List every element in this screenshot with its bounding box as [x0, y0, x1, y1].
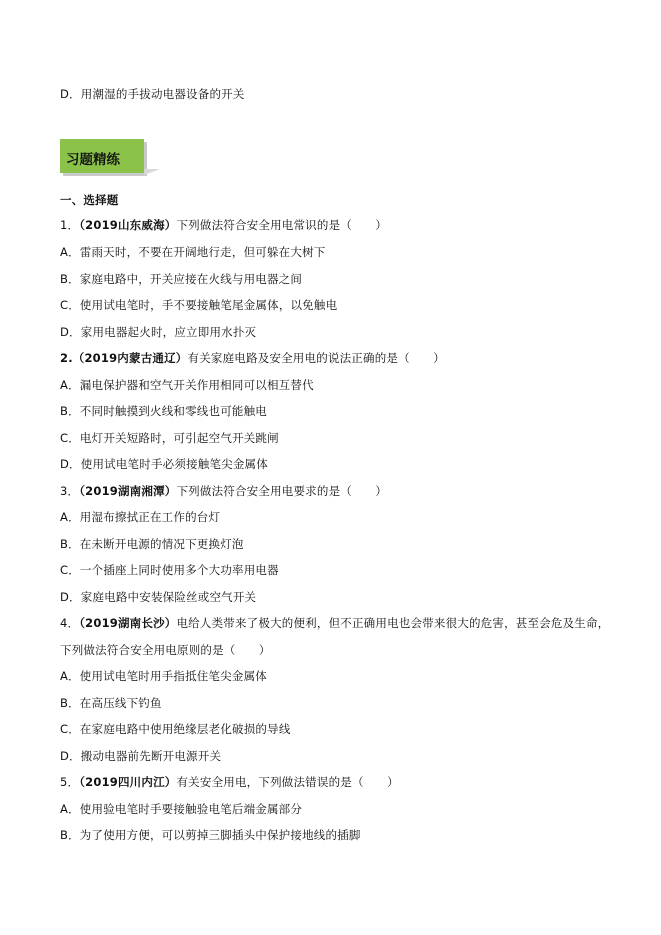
banner-label: 习题精练 — [66, 152, 120, 168]
section-title: 一、选择题 — [60, 193, 119, 207]
question-1 — [60, 218, 387, 232]
q1-option-c: C．使用试电笔时，手不要接触笔尾金属体，以免触电 — [60, 298, 338, 312]
question-number: 3． — [60, 484, 80, 498]
q5-option-b: B．为了使用方便，可以剪掉三脚插头中保护接地线的插脚 — [60, 828, 361, 842]
banner-tail-decoration — [144, 169, 160, 175]
question-3 — [60, 484, 387, 498]
question-source: （2019四川内江） — [79, 775, 177, 789]
prev-option-d: D．用潮湿的手拔动电器设备的开关 — [60, 87, 245, 101]
question-stem: 电给人类带来了极大的便利，但不正确用电也会带来很大的危害，甚至会危及生命， — [176, 616, 610, 630]
q2-option-b: B．不同时触摸到火线和零线也可能触电 — [60, 404, 267, 418]
q4-option-b: B．在高压线下钓鱼 — [60, 696, 162, 710]
question-source: （2019内蒙古通辽） — [72, 351, 188, 365]
question-2 — [60, 351, 445, 365]
q2-option-c: C．电灯开关短路时，可引起空气开关跳闸 — [60, 431, 279, 445]
question-stem: 下列做法符合安全用电常识的是（ ） — [176, 218, 388, 232]
question-number: 1． — [60, 218, 80, 232]
q3-option-d: D．家庭电路中安装保险丝或空气开关 — [60, 590, 257, 604]
q4-option-a: A．使用试电笔时用手指抵住笔尖金属体 — [60, 669, 267, 683]
q1-option-b: B．家庭电路中，开关应接在火线与用电器之间 — [60, 272, 303, 286]
q1-option-d: D．家用电器起火时，应立即用水扑灭 — [60, 325, 257, 339]
q3-option-a: A．用湿布擦拭正在工作的台灯 — [60, 510, 221, 524]
question-source: （2019湖南湘潭） — [79, 484, 177, 498]
q4-option-d: D．搬动电器前先断开电源开关 — [60, 749, 222, 763]
q5-option-a: A．使用验电笔时手要接触验电笔后端金属部分 — [60, 802, 303, 816]
q2-option-d: D．使用试电笔时手必须接触笔尖金属体 — [60, 457, 268, 471]
question-stem: 有关安全用电，下列做法错误的是（ ） — [176, 775, 399, 789]
question-number: 2. — [60, 351, 73, 365]
section-banner — [60, 139, 160, 179]
question-source: （2019湖南长沙） — [79, 616, 177, 630]
question-4-stem-continued: 下列做法符合安全用电原则的是（ ） — [60, 643, 271, 657]
q3-option-c: C．一个插座上同时使用多个大功率用电器 — [60, 563, 279, 577]
q4-option-c: C．在家庭电路中使用绝缘层老化破损的导线 — [60, 722, 291, 736]
question-number: 5． — [60, 775, 80, 789]
question-stem: 有关家庭电路及安全用电的说法正确的是（ ） — [187, 351, 445, 365]
question-number: 4． — [60, 616, 80, 630]
q2-option-a: A．漏电保护器和空气开关作用相同可以相互替代 — [60, 378, 314, 392]
question-stem: 下列做法符合安全用电要求的是（ ） — [176, 484, 388, 498]
question-5 — [60, 775, 399, 789]
q3-option-b: B．在未断开电源的情况下更换灯泡 — [60, 537, 244, 551]
q1-option-a: A．雷雨天时，不要在开阔地行走，但可躲在大树下 — [60, 245, 326, 259]
question-source: （2019山东威海） — [79, 218, 177, 232]
question-4 — [60, 616, 609, 630]
